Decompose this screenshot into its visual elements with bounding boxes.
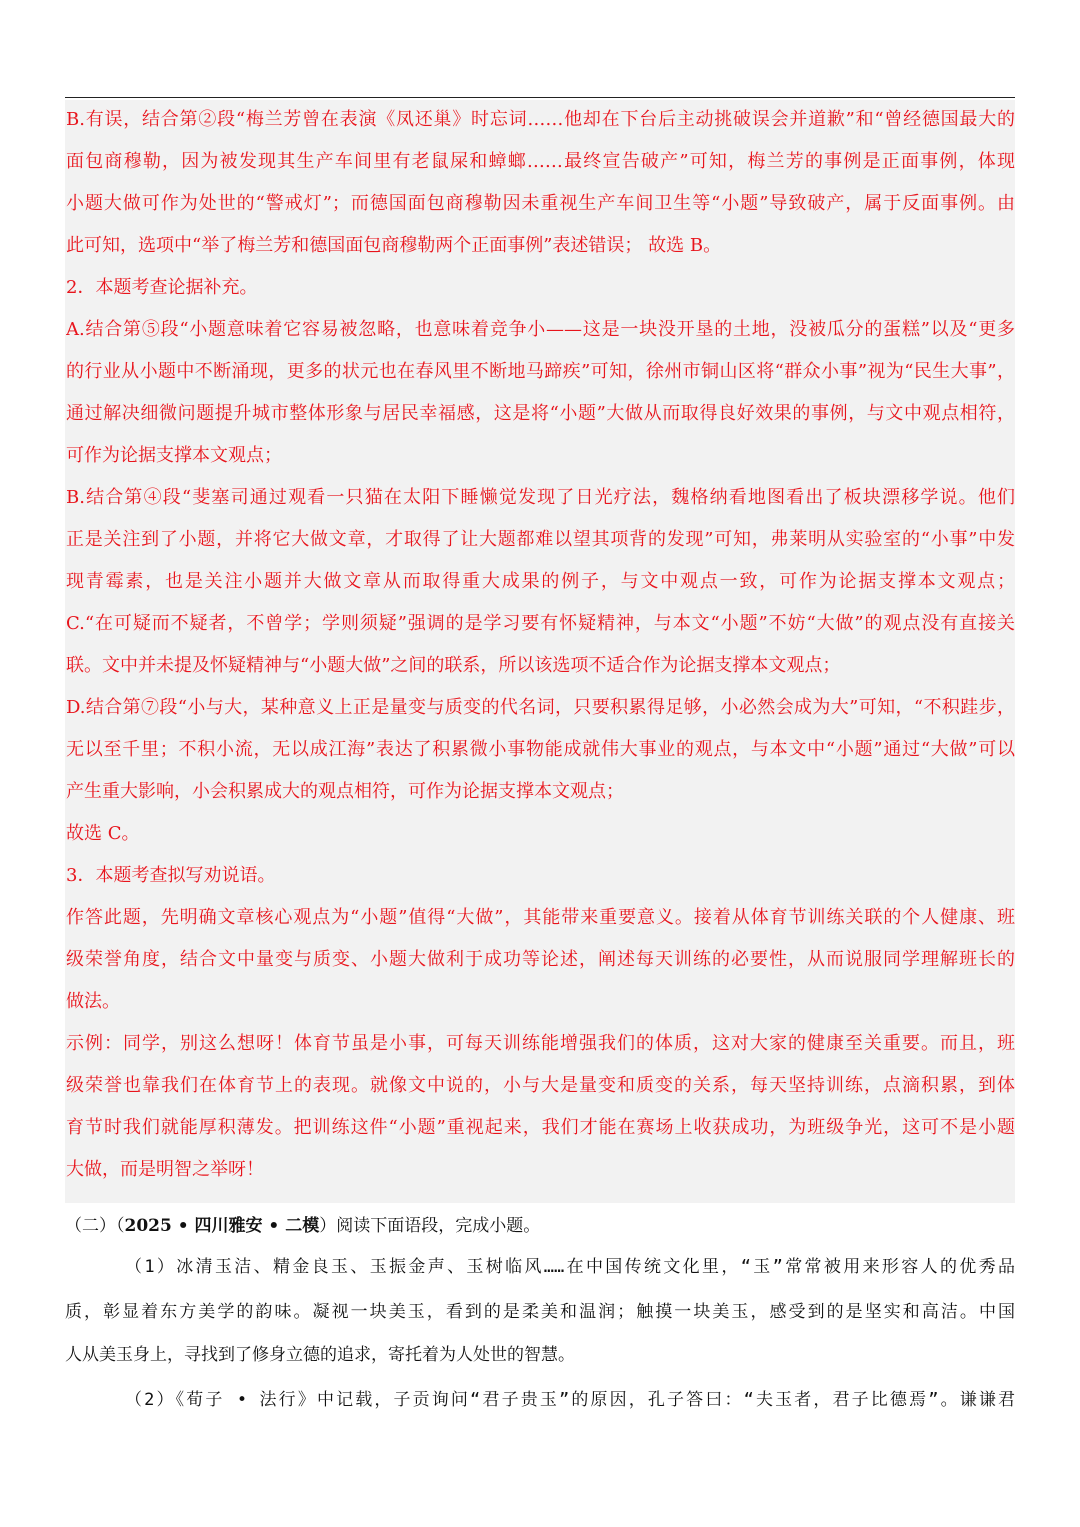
question-3-heading: 3．本题考查拟写劝说语。 — [66, 865, 276, 886]
answer-line-2: 面包商穆勒，因为被发现其生产车间里有老鼠屎和蟑螂……最终宣告破产”可知，梅兰芳的事例是正面事例，体现 — [66, 151, 1015, 172]
passage-line-4: （2）《荀子 • 法行》中记载，子贡询问“君子贵玉”的原因，孔子答曰：“夫玉者，君子比德焉”。谦谦君 — [125, 1390, 1015, 1410]
answer-line-16: 无以至千里；不积小流，无以成江海”表达了积累微小事物能成就伟大事业的观点，与本文中“小题”通过“大做”可以 — [66, 739, 1015, 760]
passage-line-3: 人从美玉身上，寻找到了修身立德的追求，寄托着为人处世的智慧。 — [65, 1345, 575, 1365]
answer-line-14: 联。文中并未提及怀疑精神与“小题大做”之间的联系，所以该选项不适合作为论据支撑本文观点； — [66, 655, 841, 676]
question-2-heading: 2．本题考查论据补充。 — [66, 277, 258, 298]
answer-line-21: 级荣誉角度，结合文中量变与质变、小题大做利于成功等论述，阐述每天训练的必要性，从而说服同学理解班长的 — [66, 949, 1015, 970]
passage-line-1: （1）冰清玉洁、精金良玉、玉振金声、玉树临风……在中国传统文化里，“玉”常常被用来形容人的优秀品 — [125, 1257, 1015, 1277]
answer-line-20: 作答此题，先明确文章核心观点为“小题”值得“大做”，其能带来重要意义。接着从体育节训练关联的个人健康、班 — [66, 907, 1015, 928]
answer-line-23: 示例：同学，别这么想呀！体育节虽是小事，可每天训练能增强我们的体质，这对大家的健康至关重要。而且，班 — [66, 1033, 1015, 1054]
answer-line-4: 此可知，选项中“举了梅兰芳和德国面包商穆勒两个正面事例”表述错误； 故选 B。 — [66, 235, 722, 256]
section-heading — [65, 1211, 540, 1241]
answer-line-17: 产生重大影响，小会积累成大的观点相符，可作为论据支撑本文观点； — [66, 781, 624, 802]
answer-line-8: 通过解决细微问题提升城市整体形象与居民幸福感，这是将“小题”大做从而取得良好效果的事例，与文中观点相符， — [66, 403, 1015, 424]
section-prefix: （二）（ — [65, 1216, 125, 1236]
answer-line-10: B.结合第④段“斐塞司通过观看一只猫在太阳下睡懒觉发现了日光疗法，魏格纳看地图看出了板块漂移学说。他们 — [66, 487, 1015, 508]
answer-line-24: 级荣誉也靠我们在体育节上的表现。就像文中说的，小与大是量变和质变的关系，每天坚持训练，点滴积累，到体 — [66, 1075, 1015, 1096]
answer-explanation-box — [65, 100, 1015, 1203]
answer-line-12: 现青霉素，也是关注小题并大做文章从而取得重大成果的例子，与文中观点一致，可作为论据支撑本文观点； — [66, 571, 1015, 592]
section-source: 2025 • 四川雅安 • 二模 — [124, 1216, 320, 1236]
answer-line-18: 故选 C。 — [66, 823, 140, 844]
section-suffix: ）阅读下面语段，完成小题。 — [319, 1216, 541, 1236]
top-rule — [65, 97, 1015, 98]
reading-passage — [65, 1252, 1015, 1502]
answer-line-9: 可作为论据支撑本文观点； — [66, 445, 282, 466]
answer-line-1: B.有误，结合第②段“梅兰芳曾在表演《凤还巢》时忘词……他却在下台后主动挑破误会并道歉”和“曾经德国最大的 — [66, 109, 1015, 130]
passage-line-2: 质，彰显着东方美学的韵味。凝视一块美玉，看到的是柔美和温润；触摸一块美玉，感受到的是坚实和高洁。中国 — [65, 1302, 1015, 1322]
answer-line-13: C.“在可疑而不疑者，不曾学；学则须疑”强调的是学习要有怀疑精神，与本文“小题”不妨“大做”的观点没有直接关 — [66, 613, 1015, 634]
answer-line-7: 的行业从小题中不断涌现，更多的状元也在春风里不断地马蹄疾”可知，徐州市铜山区将“群众小事”视为“民生大事”， — [66, 361, 1015, 382]
answer-line-3: 小题大做可作为处世的“警戒灯”；而德国面包商穆勒因未重视生产车间卫生等“小题”导致破产，属于反面事例。由 — [66, 193, 1015, 214]
answer-line-25: 育节时我们就能厚积薄发。把训练这件“小题”重视起来，我们才能在赛场上收获成功，为班级争光，这可不是小题 — [66, 1117, 1015, 1138]
answer-line-26: 大做，而是明智之举呀！ — [66, 1159, 264, 1180]
answer-line-15: D.结合第⑦段“小与大，某种意义上正是量变与质变的代名词，只要积累得足够，小必然会成为大”可知，“不积跬步， — [66, 697, 1015, 718]
answer-line-11: 正是关注到了小题，并将它大做文章，才取得了让大题都难以望其项背的发现”可知，弗莱明从实验室的“小事”中发 — [66, 529, 1015, 550]
answer-line-22: 做法。 — [66, 991, 120, 1012]
answer-line-6: A.结合第⑤段“小题意味着它容易被忽略，也意味着竞争小——这是一块没开垦的土地，没被瓜分的蛋糕”以及“更多 — [66, 319, 1015, 340]
